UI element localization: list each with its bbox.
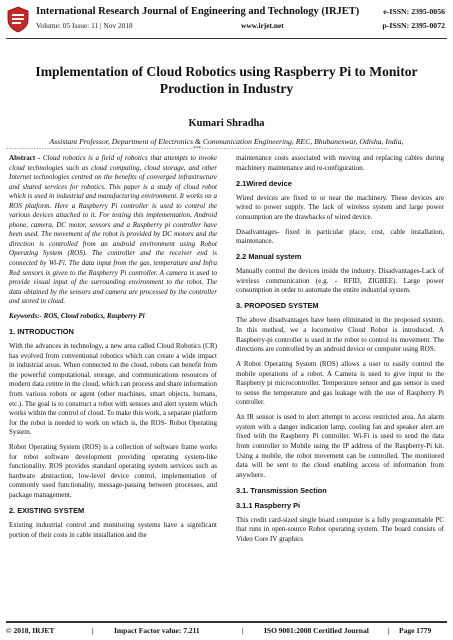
heading-raspberry-pi: 3.1.1 Raspberry Pi	[236, 500, 301, 510]
section-separator: ---------------------------------------------------------------------***---------------------------------------------------------------------	[6, 146, 389, 152]
abstract-label: Abstract -	[9, 154, 41, 162]
paper-author: Kumari Shradha	[188, 118, 265, 129]
footer-page-number: Page 1779	[399, 626, 432, 635]
heading-proposed-system: 3. PROPOSED SYSTEM	[236, 301, 319, 311]
page-footer	[6, 626, 447, 638]
keywords: Keywords:- ROS, Cloud robotics, Raspberry Pi	[9, 312, 145, 321]
journal-title: International Research Journal of Engineering and Technology (IRJET)	[36, 6, 360, 17]
journal-header	[6, 5, 447, 37]
intro-paragraph-1: With the advances in technology, a new area called Cloud Robotics (CR) has evolved from conventional robotics which can create a wide impact in industrial areas. When connected to the cloud, robots can benefit from the powerful computational, storage, and communications resources of modern data centre in the cloud, which can process and share information from various robots or agent (other machines, smart objects, humans, etc.). The goal is to construct a robot with sensors and alert system which works within the control of cloud. To make this work, a separate platform for the robot is needed to work on which is, the ROS- Robot Operating System.	[9, 342, 217, 437]
footer-separator: |	[92, 626, 94, 635]
heading-wired-device: 2.1Wired device	[236, 178, 292, 188]
footer-iso: ISO 9001:2008 Certified Journal	[264, 626, 369, 635]
proposed-paragraph-2: A Robot Operating System (ROS) allows a user to easily control the mobile operations of a robot. A Camera is used to give input to the Raspberry pi microcontroller. Temperature sensor and gas sensor is used to sense the temperature and gas leakage with the use of Raspberry Pi controller.	[236, 360, 444, 407]
existing-paragraph-cont: maintenance costs associated with moving and replacing cables during machinery maintenance and re-configuration.	[236, 154, 444, 172]
heading-manual-system: 2.2 Manual system	[236, 252, 302, 262]
heading-existing-system: 2. EXISTING SYSTEM	[9, 506, 85, 516]
journal-url[interactable]: www.irjet.net	[241, 21, 284, 30]
existing-paragraph: Existing industrial control and monitoring systems have a significant portion of their costs in cable installation and the	[9, 521, 217, 539]
footer-separator: |	[242, 626, 244, 635]
proposed-paragraph-1: The above disadvantages have been eliminated in the proposed system. In this method, we a locomotive Cloud Robot is introduced. A Raspberry-pi controller is used in the robot to control its movement. The directions are controlled by an android device or computer using ROS.	[236, 316, 444, 354]
abstract-text: Cloud robotics is a field of robotics that attempts to invoke cloud technologies such as cloud computing, cloud storage, and other Internet technologies centred on the benefits of converged infrastructure and shared services for robotics. This paper is a study of cloud robot which is used in industrial and manufacturing environment. It works on a ROS platform. Here a Raspberry Pi controller is used to control the various devices attached to it. For testing this implementation, Android phone, camera, DC motor, sensors and a Raspberry pi controller have been used. The movement of the robot is provided by DC motors and the direction is controlled from an android environment using Robot Operating System (ROS). The controller and the receiver end is connected by Wi-Fi. The data input from the gas, temperature and Infra Red sensors is given to the Raspberry Pi controller. A camera is used to provide visual input of the surrounding environment to the robot. The data obtained by the sensors and camera are processed by the controller and stored in cloud.	[9, 154, 217, 306]
footer-separator: |	[388, 626, 390, 635]
proposed-paragraph-3: An IR sensor is used to alert attempt to access restricted area. An alarm system with a danger indication lamp, cooling fan and speaker alert are fixed with the Raspberry Pi controller. Wi-Fi is used to send the data from controller to Mobile using the IP address of the Raspberry-Pi kit. Using a mobile, the robot movement can be controlled. The monitored data will be sent to the cloud enabling access of information from anywhere.	[236, 413, 444, 479]
header-rule	[6, 38, 447, 39]
heading-transmission-section: 3.1. Transmission Section	[236, 485, 327, 495]
footer-copyright: © 2018, IRJET	[6, 626, 55, 635]
footer-rule	[6, 621, 447, 623]
footer-impact-factor: Impact Factor value: 7.211	[114, 626, 200, 635]
wired-disadvantages: Disadvantages- fixed in particular place, cost, cable installation, maintenance.	[236, 227, 444, 246]
e-issn: e-ISSN: 2395-0056	[383, 7, 445, 16]
p-issn: p-ISSN: 2395-0072	[382, 21, 445, 30]
raspberry-pi-paragraph: This credit card-sized single board computer is a fully programmable PC that runs in open-source Robot operating system. The board consists of Video Core IV graphics	[236, 515, 444, 543]
paper-title: Implementation of Cloud Robotics using Raspberry Pi to Monitor Production in Industry	[35, 64, 418, 96]
wired-paragraph: Wired devices are fixed to or near the machinery. These devices are wired to power supply. The lack of wireless system and large power consumption are the drawbacks of wired device.	[236, 193, 444, 221]
heading-introduction: 1. INTRODUCTION	[9, 327, 74, 337]
right-column	[236, 154, 444, 550]
volume-issue: Volume: 05 Issue: 11 | Nov 2018	[36, 21, 133, 30]
abstract	[9, 154, 217, 307]
intro-paragraph-2: Robot Operating System (ROS) is a collection of software frame works for robot software development providing operating system-like functionality. ROS provides standard operating system services such as hardware abstraction, low-level device control, implementation of commonly used functionality, message-passing between processes, and package management.	[9, 443, 217, 499]
author-affiliation: Assistant Professor, Department of Electronics & Communication Engineering, REC, Bhubaneswar, Odisha, India,	[49, 137, 404, 146]
left-column	[9, 154, 217, 546]
irjet-logo-icon	[6, 6, 30, 33]
manual-paragraph: Manually control the devices inside the industry. Disadvantages-Lack of wireless communication (e.g. - RFID, ZIGBEE). Large power consumption in order to automate the entire industrial system.	[236, 267, 444, 295]
